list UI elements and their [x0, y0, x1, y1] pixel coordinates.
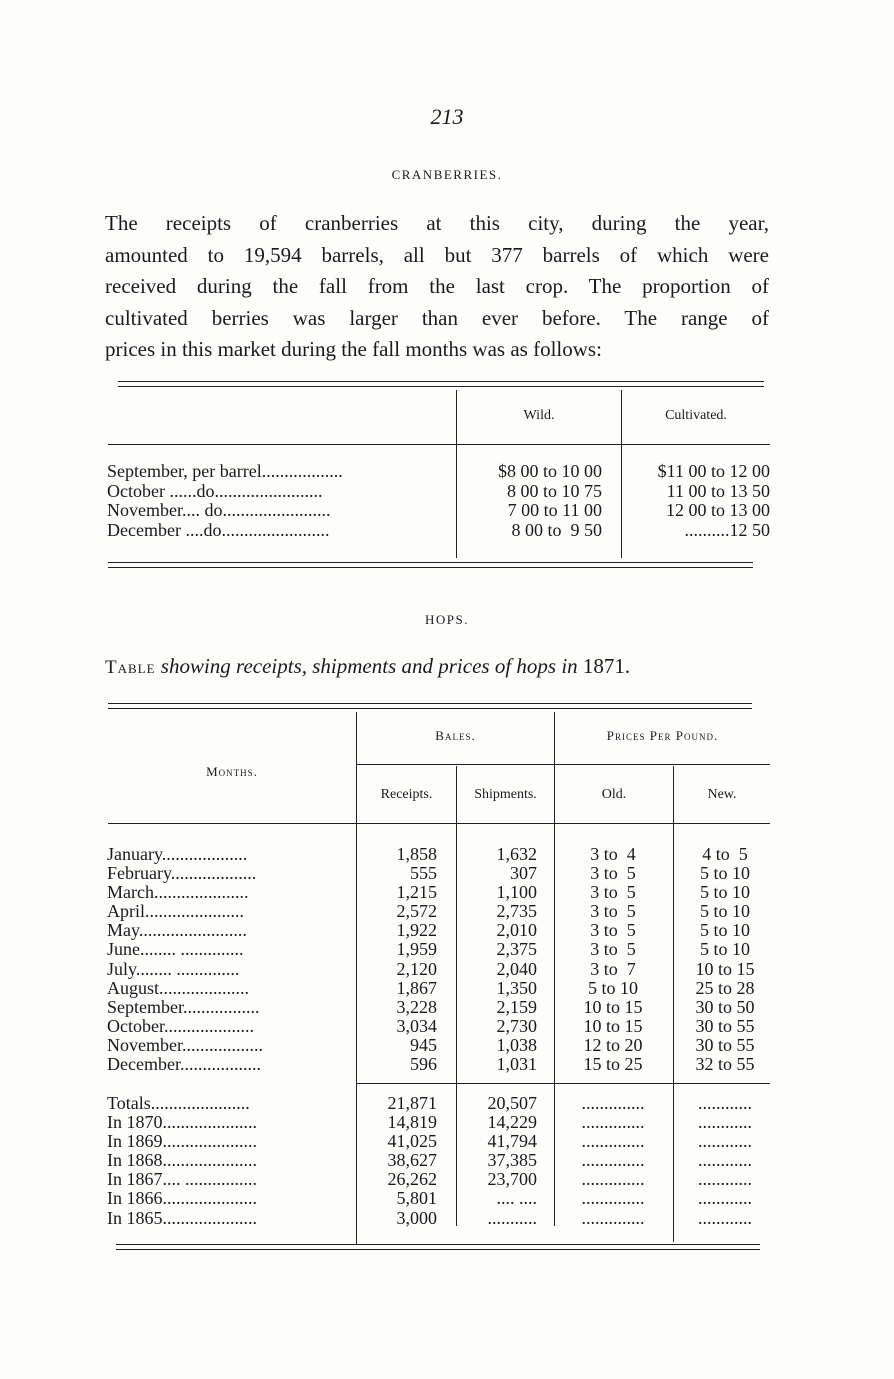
old-price: .............. — [581, 1131, 645, 1152]
table-rule — [108, 562, 753, 563]
caption-table-word: Table — [105, 657, 156, 678]
wild-price: 7 00 to 11 00 — [507, 500, 602, 520]
table-rule — [116, 1244, 760, 1245]
new-price: 4 to 5 — [702, 844, 748, 864]
old-price: 10 to 15 — [583, 996, 643, 1017]
row-label: June........ .............. — [107, 940, 244, 960]
shipments-value: 1,031 — [496, 1054, 537, 1075]
new-price: 5 to 10 — [699, 863, 750, 884]
receipts-value: 1,867 — [396, 977, 437, 998]
row-label: October ......do........................ — [107, 481, 323, 501]
receipts-value: 2,120 — [396, 958, 437, 979]
old-price: 3 to 7 — [590, 958, 636, 979]
table-row — [107, 902, 777, 921]
cultivated-price: 12 00 to 13 00 — [665, 500, 770, 520]
old-price: .............. — [581, 1169, 645, 1190]
row-label: In 1869..................... — [107, 1132, 257, 1152]
table-row — [107, 1170, 777, 1189]
column-header-old: Old. — [601, 787, 627, 802]
receipts-value: 3,000 — [396, 1207, 437, 1228]
receipts-value: 1,959 — [396, 939, 437, 960]
row-label: September, per barrel.................. — [107, 462, 343, 481]
row-label: In 1867.... ................ — [107, 1170, 257, 1190]
wild-price: 8 00 to 10 75 — [506, 480, 602, 501]
table-rule — [118, 381, 764, 382]
new-price: ............ — [698, 1093, 752, 1113]
paragraph-line: cultivated berries was larger than ever before. The range of — [105, 305, 769, 330]
shipments-value: ........... — [487, 1207, 537, 1228]
receipts-value: 1,922 — [396, 920, 437, 941]
shipments-value: 1,350 — [496, 977, 537, 998]
row-label: November.................. — [107, 1035, 263, 1055]
receipts-value: 1,215 — [396, 882, 437, 903]
table-row — [107, 521, 770, 541]
table-row — [107, 864, 777, 883]
table-row — [107, 979, 777, 998]
shipments-value: 307 — [510, 863, 537, 884]
shipments-value: 2,159 — [496, 996, 537, 1017]
table-row — [107, 1094, 777, 1113]
column-header-wild: Wild. — [523, 408, 555, 423]
column-header-receipts: Receipts. — [380, 787, 433, 802]
table-row — [107, 1132, 777, 1151]
row-label: January................... — [107, 845, 248, 864]
row-label: In 1866..................... — [107, 1189, 257, 1209]
new-price: ............ — [698, 1112, 752, 1133]
table-rule — [357, 1083, 770, 1084]
column-header-prices: Prices Per Pound. — [606, 728, 719, 743]
old-price: .............. — [581, 1093, 645, 1113]
table-row — [107, 1189, 777, 1208]
cultivated-price: $11 00 to 12 00 — [657, 461, 770, 481]
row-label: April...................... — [107, 902, 244, 922]
shipments-value: 14,229 — [487, 1112, 537, 1133]
row-label: August.................... — [107, 978, 250, 998]
receipts-value: 3,034 — [396, 1015, 437, 1036]
column-header-cultivated: Cultivated. — [665, 408, 727, 423]
old-price: 3 to 5 — [590, 863, 636, 884]
table-row — [107, 1151, 777, 1170]
receipts-value: 5,801 — [396, 1188, 437, 1209]
shipments-value: 2,375 — [496, 939, 537, 960]
new-price: 5 to 10 — [699, 901, 750, 922]
column-header-months: Months. — [206, 764, 258, 779]
cranberries-rows — [107, 462, 770, 540]
old-price: 3 to 5 — [590, 939, 636, 960]
table-row — [107, 940, 777, 959]
old-price: 10 to 15 — [583, 1015, 643, 1036]
table-row — [107, 1055, 777, 1074]
old-price: 12 to 20 — [583, 1034, 643, 1055]
shipments-value: 37,385 — [487, 1150, 537, 1171]
receipts-value: 26,262 — [387, 1169, 437, 1190]
cranberries-heading: CRANBERRIES. — [391, 167, 503, 182]
new-price: ............ — [698, 1188, 752, 1209]
table-row — [107, 462, 770, 482]
receipts-value: 2,572 — [396, 901, 437, 922]
row-label: February................... — [107, 864, 257, 884]
table-row — [107, 921, 777, 940]
table-rule — [118, 386, 764, 387]
paragraph-line: The receipts of cranberries at this city, during the year, — [105, 211, 769, 235]
table-rule — [108, 708, 752, 709]
cultivated-price: ..........12 50 — [684, 519, 770, 540]
old-price: 3 to 5 — [590, 882, 636, 903]
row-label: In 1868..................... — [107, 1151, 257, 1171]
row-label: July........ .............. — [107, 959, 240, 979]
column-header-new: New. — [707, 787, 737, 802]
hops-month-rows — [107, 845, 777, 1074]
row-label: December ....do........................ — [107, 520, 330, 540]
row-label: September................. — [107, 997, 260, 1017]
new-price: 5 to 10 — [699, 939, 750, 960]
caption-italic: showing receipts, shipments and prices of hops in — [160, 654, 578, 678]
row-label: December.................. — [107, 1055, 261, 1075]
table-rule — [108, 444, 770, 445]
receipts-value: 14,819 — [387, 1112, 437, 1133]
receipts-value: 555 — [410, 863, 437, 884]
table-row — [107, 845, 777, 864]
new-price: 25 to 28 — [695, 977, 755, 998]
wild-price: 8 00 to 9 50 — [511, 519, 602, 540]
column-header-bales: Bales. — [435, 728, 476, 743]
cultivated-price: 11 00 to 13 50 — [666, 480, 770, 501]
new-price: 10 to 15 — [695, 958, 755, 979]
old-price: .............. — [581, 1207, 645, 1228]
wild-price: $8 00 to 10 00 — [497, 461, 602, 481]
paragraph-line: prices in this market during the fall months was as follows: — [105, 337, 602, 361]
hops-totals-rows — [107, 1094, 777, 1228]
new-price: ............ — [698, 1150, 752, 1171]
new-price: 32 to 55 — [695, 1054, 755, 1075]
row-label: Totals...................... — [107, 1094, 250, 1113]
shipments-value: 20,507 — [487, 1093, 537, 1113]
table-row — [107, 1017, 777, 1036]
table-row — [107, 482, 770, 502]
table-rule — [108, 567, 753, 568]
row-label: March..................... — [107, 883, 249, 903]
row-label: May........................ — [107, 921, 247, 941]
old-price: .............. — [581, 1188, 645, 1209]
old-price: 5 to 10 — [587, 977, 638, 998]
row-label: November.... do........................ — [107, 501, 331, 520]
receipts-value: 41,025 — [387, 1131, 437, 1152]
shipments-value: 1,038 — [496, 1034, 537, 1055]
new-price: ............ — [698, 1207, 752, 1228]
table-row — [107, 960, 777, 979]
new-price: 30 to 50 — [695, 996, 755, 1017]
cranberries-paragraph — [105, 208, 769, 366]
receipts-value: 596 — [410, 1054, 437, 1075]
row-label: October.................... — [107, 1016, 254, 1036]
old-price: .............. — [581, 1112, 645, 1133]
receipts-value: 38,627 — [387, 1150, 437, 1171]
hops-table-caption — [105, 654, 785, 679]
table-row — [107, 883, 777, 902]
shipments-value: 1,632 — [496, 844, 537, 864]
old-price: 3 to 5 — [590, 920, 636, 941]
shipments-value: 2,040 — [496, 958, 537, 979]
new-price: ............ — [698, 1169, 752, 1190]
caption-year: 1871. — [582, 654, 631, 678]
new-price: 30 to 55 — [695, 1015, 755, 1036]
hops-heading: HOPS. — [425, 612, 469, 627]
receipts-value: 1,858 — [396, 844, 437, 864]
new-price: 5 to 10 — [699, 920, 750, 941]
table-rule — [108, 823, 770, 824]
table-rule — [357, 764, 770, 765]
old-price: 15 to 25 — [583, 1054, 643, 1075]
table-row — [107, 1036, 777, 1055]
new-price: 5 to 10 — [699, 882, 750, 903]
new-price: ............ — [698, 1131, 752, 1152]
shipments-value: 2,730 — [496, 1015, 537, 1036]
shipments-value: 2,735 — [496, 901, 537, 922]
row-label: In 1870..................... — [107, 1113, 257, 1133]
shipments-value: .... .... — [496, 1188, 537, 1209]
table-row — [107, 501, 770, 521]
receipts-value: 945 — [410, 1034, 437, 1055]
table-row — [107, 1113, 777, 1132]
paragraph-line: received during the fall from the last crop. The proportion of — [105, 274, 769, 298]
old-price: .............. — [581, 1150, 645, 1171]
shipments-value: 2,010 — [496, 920, 537, 941]
table-row — [107, 998, 777, 1017]
new-price: 30 to 55 — [695, 1034, 755, 1055]
old-price: 3 to 5 — [590, 901, 636, 922]
table-rule — [116, 1249, 760, 1250]
receipts-value: 21,871 — [387, 1093, 437, 1113]
shipments-value: 41,794 — [487, 1131, 537, 1152]
paragraph-line: amounted to 19,594 barrels, all but 377 barrels of which were — [105, 242, 769, 267]
shipments-value: 23,700 — [487, 1169, 537, 1190]
shipments-value: 1,100 — [496, 882, 537, 903]
table-row — [107, 1209, 777, 1228]
receipts-value: 3,228 — [396, 996, 437, 1017]
old-price: 3 to 4 — [590, 844, 636, 864]
page-number: 213 — [430, 104, 464, 129]
row-label: In 1865..................... — [107, 1208, 257, 1228]
table-rule — [108, 703, 752, 704]
column-header-shipments: Shipments. — [474, 787, 537, 802]
